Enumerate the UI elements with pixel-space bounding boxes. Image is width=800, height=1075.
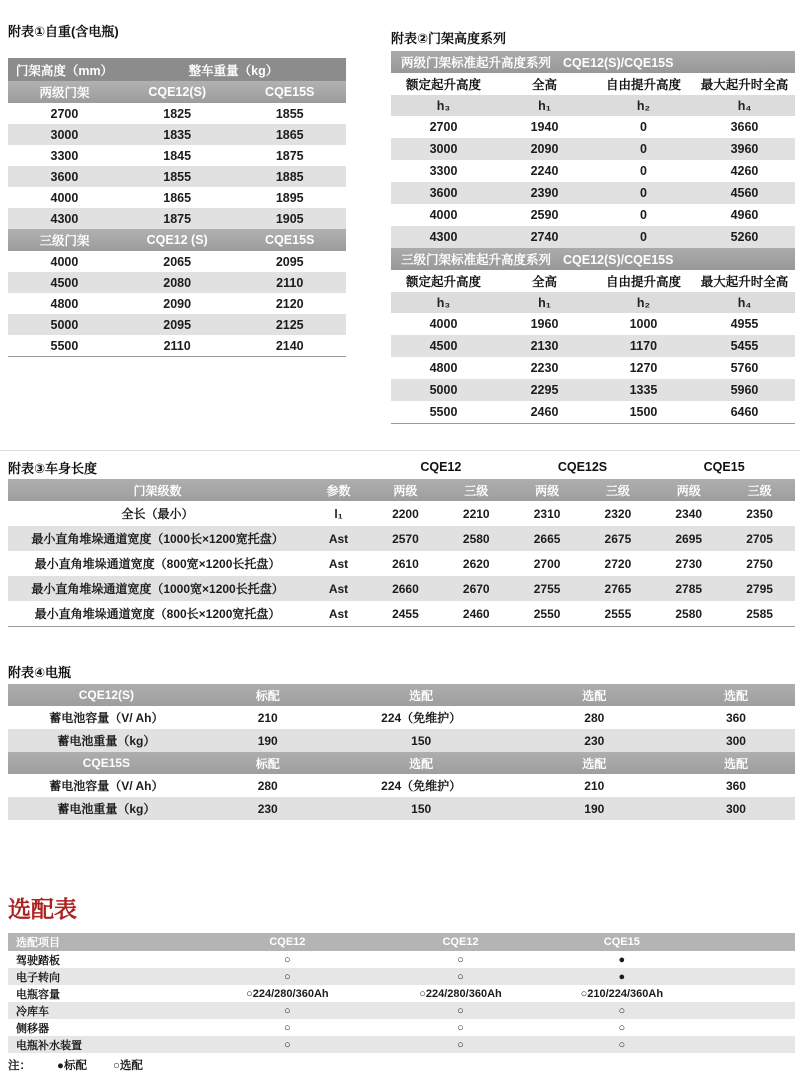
value-cell: 2340 <box>653 501 724 526</box>
value-cell: 0 <box>593 160 694 182</box>
value-cell: 4000 <box>391 204 496 226</box>
value-cell: 3600 <box>8 166 121 187</box>
table-row <box>8 601 795 627</box>
value-cell: 1170 <box>593 335 694 357</box>
value-cell: 230 <box>205 797 331 820</box>
value-cell: 4800 <box>8 293 121 314</box>
value-cell: 210 <box>512 774 677 797</box>
value-cell: 2795 <box>724 576 795 601</box>
value-cell: 1875 <box>121 208 234 229</box>
value-cell: 2620 <box>441 551 512 576</box>
mast-section-header-row <box>8 229 346 251</box>
filler-cell <box>716 1002 795 1019</box>
battery-header-cell: 选配 <box>677 752 795 774</box>
table-row <box>391 138 795 160</box>
battery-header-cell: 选配 <box>677 684 795 706</box>
value-cell: 2585 <box>724 601 795 627</box>
value-cell: 224（免维护） <box>331 774 512 797</box>
value-cell: 1895 <box>233 187 346 208</box>
option-value-cell: ○ <box>394 1036 528 1053</box>
battery-header-cell: 选配 <box>331 752 512 774</box>
value-cell: 1825 <box>121 103 234 124</box>
option-value-cell: ○224/280/360Ah <box>394 985 528 1002</box>
battery-section-header-row <box>8 752 795 774</box>
value-cell: 2090 <box>121 293 234 314</box>
option-value-cell: ○210/224/360Ah <box>527 985 716 1002</box>
value-cell: 150 <box>331 797 512 820</box>
legend-note <box>8 1055 795 1075</box>
table-row <box>391 226 795 248</box>
table-row <box>391 160 795 182</box>
column-header-cell: 自由提升高度 <box>593 73 694 95</box>
row-label-cell: 全长（最小） <box>8 501 307 526</box>
value-cell: 2700 <box>391 116 496 138</box>
value-cell: 2665 <box>512 526 583 551</box>
value-cell: 5760 <box>694 357 795 379</box>
value-cell: 1270 <box>593 357 694 379</box>
param-cell: Ast <box>307 576 370 601</box>
value-cell: 5455 <box>694 335 795 357</box>
value-cell: 2755 <box>512 576 583 601</box>
table-row <box>8 124 346 145</box>
table-row <box>8 103 346 124</box>
note-label: 注： <box>8 1060 31 1072</box>
value-cell: 2065 <box>121 251 234 272</box>
battery-table <box>8 684 795 820</box>
appendix-table-2-mast-height <box>391 28 795 424</box>
option-label-cell: 电瓶补水装置 <box>8 1036 181 1053</box>
table-row <box>8 1036 795 1053</box>
table1-title: 附表①自重(含电瓶) <box>8 24 119 39</box>
table3-header-cell: 三级 <box>582 479 653 501</box>
value-cell: 190 <box>512 797 677 820</box>
value-cell: 360 <box>677 774 795 797</box>
table-row <box>8 166 346 187</box>
symbol-header-cell: h₁ <box>496 95 593 116</box>
mast-height-header: 门架高度（mm） <box>8 58 121 81</box>
appendix-table-1-self-weight <box>8 21 346 357</box>
symbol-header-cell: h₃ <box>391 95 496 116</box>
value-cell: 4300 <box>8 208 121 229</box>
param-cell: Ast <box>307 551 370 576</box>
value-cell: 2200 <box>370 501 441 526</box>
option-value-cell: ○ <box>181 1019 393 1036</box>
value-cell: 2750 <box>724 551 795 576</box>
value-cell: 2700 <box>512 551 583 576</box>
option-value-cell: ○224/280/360Ah <box>181 985 393 1002</box>
table-row <box>8 985 795 1002</box>
options-table-section <box>8 891 795 1075</box>
value-cell: 4800 <box>391 357 496 379</box>
value-cell: 2785 <box>653 576 724 601</box>
value-cell: 2570 <box>370 526 441 551</box>
section-header-cell: CQE15S <box>233 81 346 103</box>
self-weight-table <box>8 58 346 357</box>
table-row <box>8 208 346 229</box>
value-cell: 300 <box>677 729 795 752</box>
option-model-header-cell: CQE12 <box>394 933 528 951</box>
value-cell: 5500 <box>8 335 121 357</box>
value-cell: 0 <box>593 116 694 138</box>
lift-series-header-cell <box>391 51 795 73</box>
value-cell: 2095 <box>233 251 346 272</box>
table3-header-cell: 三级 <box>441 479 512 501</box>
value-cell: 2460 <box>496 401 593 424</box>
option-model-header-cell: CQE15 <box>527 933 716 951</box>
filler-cell <box>716 968 795 985</box>
series-name: 三级门架标准起升高度系列 <box>401 253 552 267</box>
table-row <box>8 272 346 293</box>
note-standard-legend: ●标配 <box>57 1060 87 1072</box>
table-row <box>391 401 795 424</box>
value-cell: 280 <box>205 774 331 797</box>
symbol-header-row <box>391 292 795 313</box>
value-cell: 4955 <box>694 313 795 335</box>
lift-series-header-row <box>391 51 795 73</box>
table-row <box>8 729 795 752</box>
table-row <box>8 314 346 335</box>
value-cell: 5500 <box>391 401 496 424</box>
value-cell: 4000 <box>391 313 496 335</box>
filler-cell <box>716 951 795 968</box>
table-row <box>8 501 795 526</box>
value-cell: 2210 <box>441 501 512 526</box>
filler-cell <box>716 985 795 1002</box>
value-cell: 2310 <box>512 501 583 526</box>
battery-header-cell: 选配 <box>331 684 512 706</box>
value-cell: 190 <box>205 729 331 752</box>
section-header-cell: 两级门架 <box>8 81 121 103</box>
option-value-cell: ○ <box>394 968 528 985</box>
table3-header-row <box>8 479 795 501</box>
appendix-table-4-battery <box>8 662 795 820</box>
value-cell: 2670 <box>441 576 512 601</box>
value-cell: 2550 <box>512 601 583 627</box>
table1-header-row <box>8 58 346 81</box>
row-label-cell: 最小直角堆垛通道宽度（800长×1200宽托盘） <box>8 601 307 627</box>
option-value-cell: ○ <box>181 1036 393 1053</box>
symbol-header-cell: h₃ <box>391 292 496 313</box>
option-label-cell: 电瓶容量 <box>8 985 181 1002</box>
symbol-header-cell: h₄ <box>694 95 795 116</box>
symbol-header-cell: h₂ <box>593 95 694 116</box>
option-value-cell: ○ <box>181 951 393 968</box>
value-cell: 3660 <box>694 116 795 138</box>
mast-height-table <box>391 51 795 424</box>
value-cell: 2320 <box>582 501 653 526</box>
row-label-cell: 最小直角堆垛通道宽度（800宽×1200长托盘） <box>8 551 307 576</box>
column-header-row <box>391 270 795 292</box>
value-cell: 2610 <box>370 551 441 576</box>
value-cell: 5260 <box>694 226 795 248</box>
value-cell: 1335 <box>593 379 694 401</box>
column-header-row <box>391 73 795 95</box>
table3-header-cell: 三级 <box>724 479 795 501</box>
option-label-cell: 冷库车 <box>8 1002 181 1019</box>
value-cell: 1845 <box>121 145 234 166</box>
option-item-header-cell: 选配项目 <box>8 933 181 951</box>
lift-series-header-cell <box>391 248 795 270</box>
option-label-cell: 侧移器 <box>8 1019 181 1036</box>
value-cell: 2230 <box>496 357 593 379</box>
column-header-cell: 自由提升高度 <box>593 270 694 292</box>
model-name-cell: CQE15 <box>653 455 795 479</box>
table2-title: 附表②门架高度系列 <box>391 31 507 46</box>
row-label-cell: 蓄电池重量（kg） <box>8 729 205 752</box>
value-cell: 4300 <box>391 226 496 248</box>
value-cell: 224（免维护） <box>331 706 512 729</box>
section-header-cell: CQE12(S) <box>121 81 234 103</box>
value-cell: 1000 <box>593 313 694 335</box>
options-table <box>8 933 795 1053</box>
filler-cell <box>716 1036 795 1053</box>
value-cell: 0 <box>593 204 694 226</box>
table-row <box>391 357 795 379</box>
value-cell: 2580 <box>441 526 512 551</box>
value-cell: 1865 <box>121 187 234 208</box>
value-cell: 1500 <box>593 401 694 424</box>
value-cell: 4500 <box>8 272 121 293</box>
column-header-cell: 全高 <box>496 73 593 95</box>
value-cell: 2350 <box>724 501 795 526</box>
filler-cell <box>716 933 795 951</box>
table3-title: 附表③车身长度 <box>8 461 98 476</box>
body-length-table <box>8 455 795 627</box>
value-cell: 2580 <box>653 601 724 627</box>
filler-cell <box>716 1019 795 1036</box>
value-cell: 2125 <box>233 314 346 335</box>
value-cell: 2090 <box>496 138 593 160</box>
value-cell: 300 <box>677 797 795 820</box>
table-row <box>8 1019 795 1036</box>
table-row <box>8 1002 795 1019</box>
model-name-cell: CQE12S <box>512 455 654 479</box>
value-cell: 3300 <box>8 145 121 166</box>
option-value-cell: ○ <box>181 1002 393 1019</box>
value-cell: 1885 <box>233 166 346 187</box>
battery-header-cell: 标配 <box>205 752 331 774</box>
table-row <box>8 551 795 576</box>
value-cell: 0 <box>593 138 694 160</box>
value-cell: 1875 <box>233 145 346 166</box>
value-cell: 360 <box>677 706 795 729</box>
table4-title: 附表④电瓶 <box>8 665 72 680</box>
value-cell: 1960 <box>496 313 593 335</box>
value-cell: 210 <box>205 706 331 729</box>
battery-header-cell: 标配 <box>205 684 331 706</box>
column-header-cell: 额定起升高度 <box>391 73 496 95</box>
value-cell: 0 <box>593 182 694 204</box>
truck-weight-header: 整车重量（kg） <box>121 58 346 81</box>
symbol-header-cell: h₂ <box>593 292 694 313</box>
value-cell: 2110 <box>233 272 346 293</box>
value-cell: 2120 <box>233 293 346 314</box>
table-row <box>391 335 795 357</box>
value-cell: 2675 <box>582 526 653 551</box>
value-cell: 2555 <box>582 601 653 627</box>
symbol-header-cell: h₄ <box>694 292 795 313</box>
value-cell: 2740 <box>496 226 593 248</box>
battery-header-cell: CQE15S <box>8 752 205 774</box>
value-cell: 2700 <box>8 103 121 124</box>
table-row <box>8 251 346 272</box>
value-cell: 3000 <box>8 124 121 145</box>
table-row <box>8 526 795 551</box>
mast-section-header-row <box>8 81 346 103</box>
table-row <box>391 182 795 204</box>
row-label-cell: 蓄电池容量（V/ Ah） <box>8 774 205 797</box>
value-cell: 1835 <box>121 124 234 145</box>
option-value-cell: ○ <box>394 1019 528 1036</box>
value-cell: 6460 <box>694 401 795 424</box>
value-cell: 5960 <box>694 379 795 401</box>
lift-series-header-row <box>391 248 795 270</box>
table3-header-cell: 门架级数 <box>8 479 307 501</box>
value-cell: 2660 <box>370 576 441 601</box>
value-cell: 2460 <box>441 601 512 627</box>
battery-header-cell: 选配 <box>512 752 677 774</box>
value-cell: 4960 <box>694 204 795 226</box>
param-cell: Ast <box>307 526 370 551</box>
appendix-table-3-body-length <box>8 455 795 627</box>
value-cell: 2240 <box>496 160 593 182</box>
section-header-cell: CQE12 (S) <box>121 229 234 251</box>
column-header-cell: 最大起升时全高 <box>694 73 795 95</box>
option-label-cell: 电子转向 <box>8 968 181 985</box>
value-cell: 150 <box>331 729 512 752</box>
value-cell: 2705 <box>724 526 795 551</box>
value-cell: 2080 <box>121 272 234 293</box>
value-cell: 4500 <box>391 335 496 357</box>
battery-header-cell: 选配 <box>512 684 677 706</box>
param-cell: l₁ <box>307 501 370 526</box>
series-models: CQE12(S)/CQE15S <box>563 253 674 267</box>
value-cell: 4000 <box>8 251 121 272</box>
option-value-cell: ○ <box>394 1002 528 1019</box>
table-row <box>391 313 795 335</box>
value-cell: 3960 <box>694 138 795 160</box>
table-row <box>8 797 795 820</box>
table-row <box>8 706 795 729</box>
note-optional-legend: ○选配 <box>112 1060 143 1072</box>
row-label-cell: 蓄电池重量（kg） <box>8 797 205 820</box>
value-cell: 3000 <box>391 138 496 160</box>
symbol-header-cell: h₁ <box>496 292 593 313</box>
table-row <box>8 576 795 601</box>
value-cell: 230 <box>512 729 677 752</box>
row-label-cell: 最小直角堆垛通道宽度（1000长×1200宽托盘） <box>8 526 307 551</box>
value-cell: 1855 <box>121 166 234 187</box>
series-name: 两级门架标准起升高度系列 <box>401 56 552 70</box>
models-header-row <box>8 455 795 479</box>
value-cell: 5000 <box>8 314 121 335</box>
option-value-cell: ○ <box>527 1019 716 1036</box>
value-cell: 2110 <box>121 335 234 357</box>
value-cell: 2095 <box>121 314 234 335</box>
option-label-cell: 驾驶踏板 <box>8 951 181 968</box>
table-row <box>391 379 795 401</box>
value-cell: 2590 <box>496 204 593 226</box>
column-header-cell: 最大起升时全高 <box>694 270 795 292</box>
option-value-cell: ○ <box>527 1036 716 1053</box>
options-title: 选配表 <box>8 896 77 922</box>
value-cell: 4560 <box>694 182 795 204</box>
table-row <box>8 951 795 968</box>
table-row <box>8 774 795 797</box>
table-row <box>391 204 795 226</box>
battery-section-header-row <box>8 684 795 706</box>
value-cell: 3300 <box>391 160 496 182</box>
option-value-cell: ● <box>527 968 716 985</box>
section-header-cell: CQE15S <box>233 229 346 251</box>
value-cell: 3600 <box>391 182 496 204</box>
column-header-cell: 全高 <box>496 270 593 292</box>
symbol-header-row <box>391 95 795 116</box>
table3-header-cell: 参数 <box>307 479 370 501</box>
battery-header-cell: CQE12(S) <box>8 684 205 706</box>
option-value-cell: ○ <box>394 951 528 968</box>
section-header-cell: 三级门架 <box>8 229 121 251</box>
value-cell: 1940 <box>496 116 593 138</box>
series-models: CQE12(S)/CQE15S <box>563 56 674 70</box>
value-cell: 1865 <box>233 124 346 145</box>
value-cell: 280 <box>512 706 677 729</box>
param-cell: Ast <box>307 601 370 627</box>
value-cell: 0 <box>593 226 694 248</box>
option-value-cell: ● <box>527 951 716 968</box>
table-row <box>8 293 346 314</box>
option-value-cell: ○ <box>527 1002 716 1019</box>
value-cell: 4000 <box>8 187 121 208</box>
table3-header-cell: 两级 <box>512 479 583 501</box>
value-cell: 2130 <box>496 335 593 357</box>
table-row <box>8 187 346 208</box>
value-cell: 2765 <box>582 576 653 601</box>
row-label-cell: 蓄电池容量（V/ Ah） <box>8 706 205 729</box>
value-cell: 2295 <box>496 379 593 401</box>
option-value-cell: ○ <box>181 968 393 985</box>
value-cell: 2140 <box>233 335 346 357</box>
table-row <box>8 335 346 357</box>
value-cell: 2720 <box>582 551 653 576</box>
option-model-header-cell: CQE12 <box>181 933 393 951</box>
value-cell: 2455 <box>370 601 441 627</box>
value-cell: 2390 <box>496 182 593 204</box>
model-name-cell: CQE12 <box>370 455 512 479</box>
value-cell: 5000 <box>391 379 496 401</box>
column-header-cell: 额定起升高度 <box>391 270 496 292</box>
table-row <box>391 116 795 138</box>
value-cell: 1905 <box>233 208 346 229</box>
section-divider <box>0 450 800 451</box>
table3-header-cell: 两级 <box>370 479 441 501</box>
value-cell: 2695 <box>653 526 724 551</box>
table-row <box>8 968 795 985</box>
table3-header-cell: 两级 <box>653 479 724 501</box>
options-header-row <box>8 933 795 951</box>
value-cell: 2730 <box>653 551 724 576</box>
value-cell: 4260 <box>694 160 795 182</box>
table-row <box>8 145 346 166</box>
value-cell: 1855 <box>233 103 346 124</box>
row-label-cell: 最小直角堆垛通道宽度（1000宽×1200长托盘） <box>8 576 307 601</box>
